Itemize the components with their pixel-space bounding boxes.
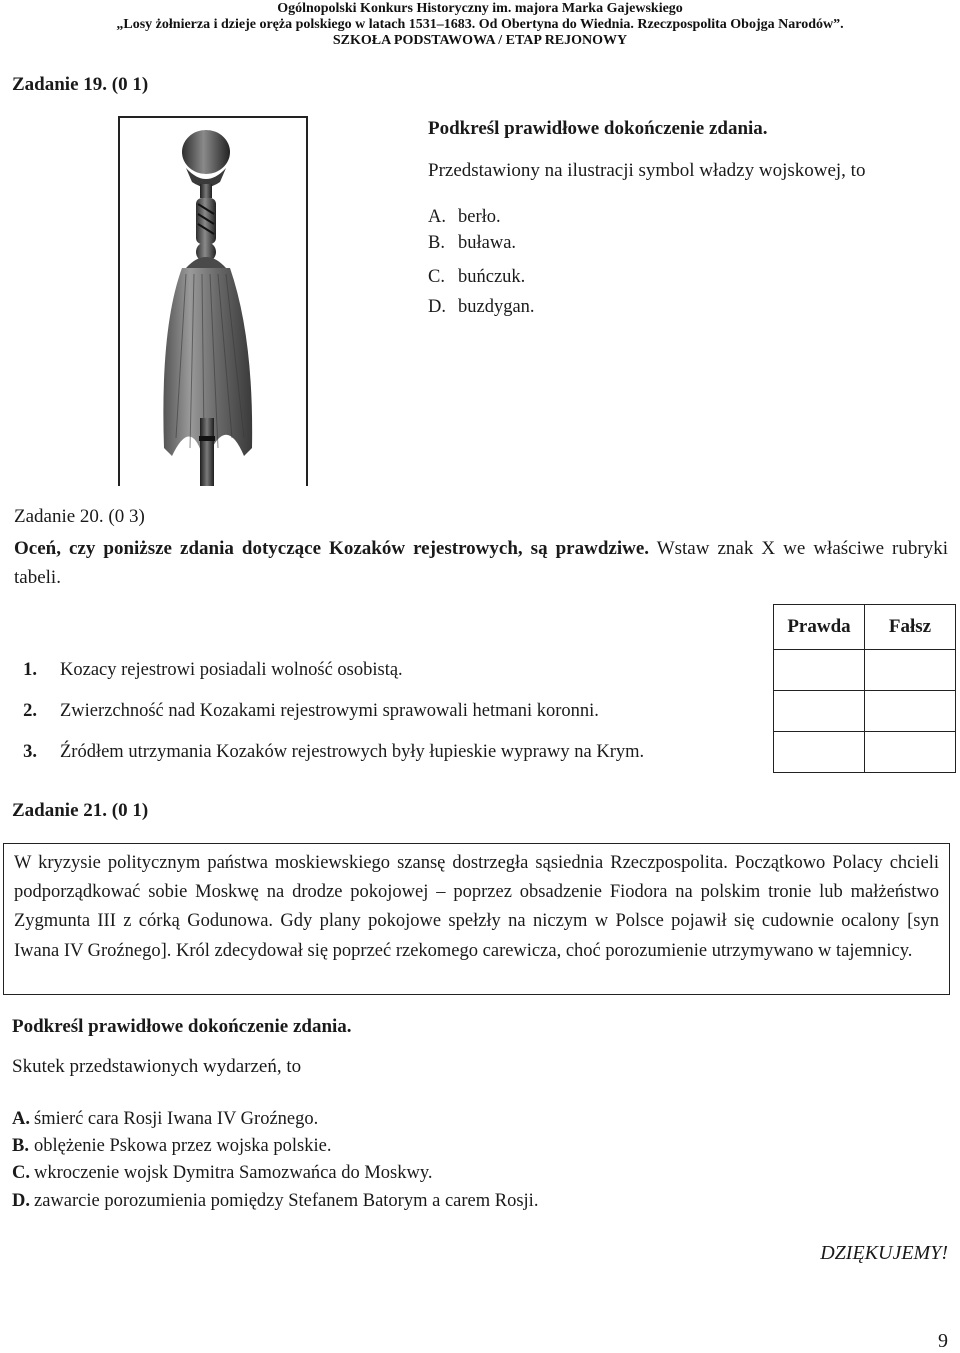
answer-option-a[interactable]: A. berło. <box>428 207 501 227</box>
answer-option-c[interactable]: C. buńczuk. <box>428 267 526 287</box>
page-number: 9 <box>938 1330 948 1352</box>
table-row <box>0 732 956 773</box>
column-header-false: Fałsz <box>865 605 956 650</box>
task-20-instruction: Oceń, czy poniższe zdania dotyczące Kozaków rejestrowych, są prawdziwe. Wstaw znak X we właściwe rubryki tabeli. <box>14 538 948 588</box>
column-header-true: Prawda <box>774 605 865 650</box>
answer-cell-false[interactable] <box>865 691 956 732</box>
answer-option-a[interactable]: A. śmierć cara Rosji Iwana IV Groźnego. <box>12 1109 319 1129</box>
row-number: 1. <box>23 659 37 680</box>
task-20-title: Zadanie 20. (0 3) <box>14 506 145 527</box>
row-number: 3. <box>23 741 37 762</box>
task-21-instruction: Podkreśl prawidłowe dokończenie zdania. <box>12 1016 352 1037</box>
answer-cell-true[interactable] <box>774 732 865 773</box>
task-21-question: Skutek przedstawionych wydarzeń, to <box>12 1056 302 1077</box>
task-19-question: Przedstawiony na ilustracji symbol władzy wojskowej, to <box>428 160 866 181</box>
task-19-instruction: Podkreśl prawidłowe dokończenie zdania. <box>428 118 768 139</box>
source-text-box <box>3 843 950 995</box>
statement-text: Kozacy rejestrowi posiadali wolność osobistą. <box>60 659 403 680</box>
table-row <box>0 650 956 691</box>
source-text: W kryzysie politycznym państwa moskiewskiego szansę dostrzegła sąsiednia Rzeczpospolita. Początkowo Polacy chcieli podporządkować sobie Moskwę na drodze pokojowej – poprzez obsadzenie Fiodora na polskim tronie lub małżeństwo Zygmunta III z córką Godunowa. Gdy plany pokojowe spełzły na niczym w Polsce pojawił się cudownie ocalony [syn Iwana IV Groźnego]. Król zdecydował się poprzeć rzekomego carewicza, choć porozumienie utrzymywano w tajemnicy. <box>14 853 939 961</box>
bunczuk-illustration <box>120 118 306 486</box>
task-21-title: Zadanie 21. (0 1) <box>12 800 149 821</box>
answer-cell-false[interactable] <box>865 732 956 773</box>
contest-title: Ogólnopolski Konkurs Historyczny im. majora Marka Gajewskiego <box>277 1 683 16</box>
answer-option-c[interactable]: C. wkroczenie wojsk Dymitra Samozwańca do Moskwy. <box>12 1163 433 1183</box>
answer-option-d[interactable]: D. zawarcie porozumienia pomiędzy Stefanem Batorym a carem Rosji. <box>12 1191 539 1211</box>
statement-text: Źródłem utrzymania Kozaków rejestrowych były łupieskie wyprawy na Krym. <box>60 741 645 762</box>
closing-thanks: DZIĘKUJEMY! <box>820 1242 948 1264</box>
answer-option-d[interactable]: D. buzdygan. <box>428 297 535 317</box>
illustration-frame <box>118 116 308 486</box>
row-number: 2. <box>23 700 37 721</box>
task-19-title: Zadanie 19. (0 1) <box>12 74 149 95</box>
answer-option-b[interactable]: B. buława. <box>428 233 517 253</box>
school-stage: SZKOŁA PODSTAWOWA / ETAP REJONOWY <box>332 33 628 48</box>
answer-cell-true[interactable] <box>774 650 865 691</box>
answer-cell-true[interactable] <box>774 691 865 732</box>
statement-text: Zwierzchność nad Kozakami rejestrowymi sprawowali hetmani koronni. <box>60 700 599 721</box>
table-row <box>0 691 956 732</box>
answer-cell-false[interactable] <box>865 650 956 691</box>
contest-subtitle: „Losy żołnierza i dzieje oręża polskiego w latach 1531–1683. Od Obertyna do Wiednia. Rzeczpospolita Obojga Narodów”. <box>116 17 844 32</box>
true-false-table <box>0 604 956 773</box>
answer-option-b[interactable]: B. oblężenie Pskowa przez wojska polskie. <box>12 1136 332 1156</box>
